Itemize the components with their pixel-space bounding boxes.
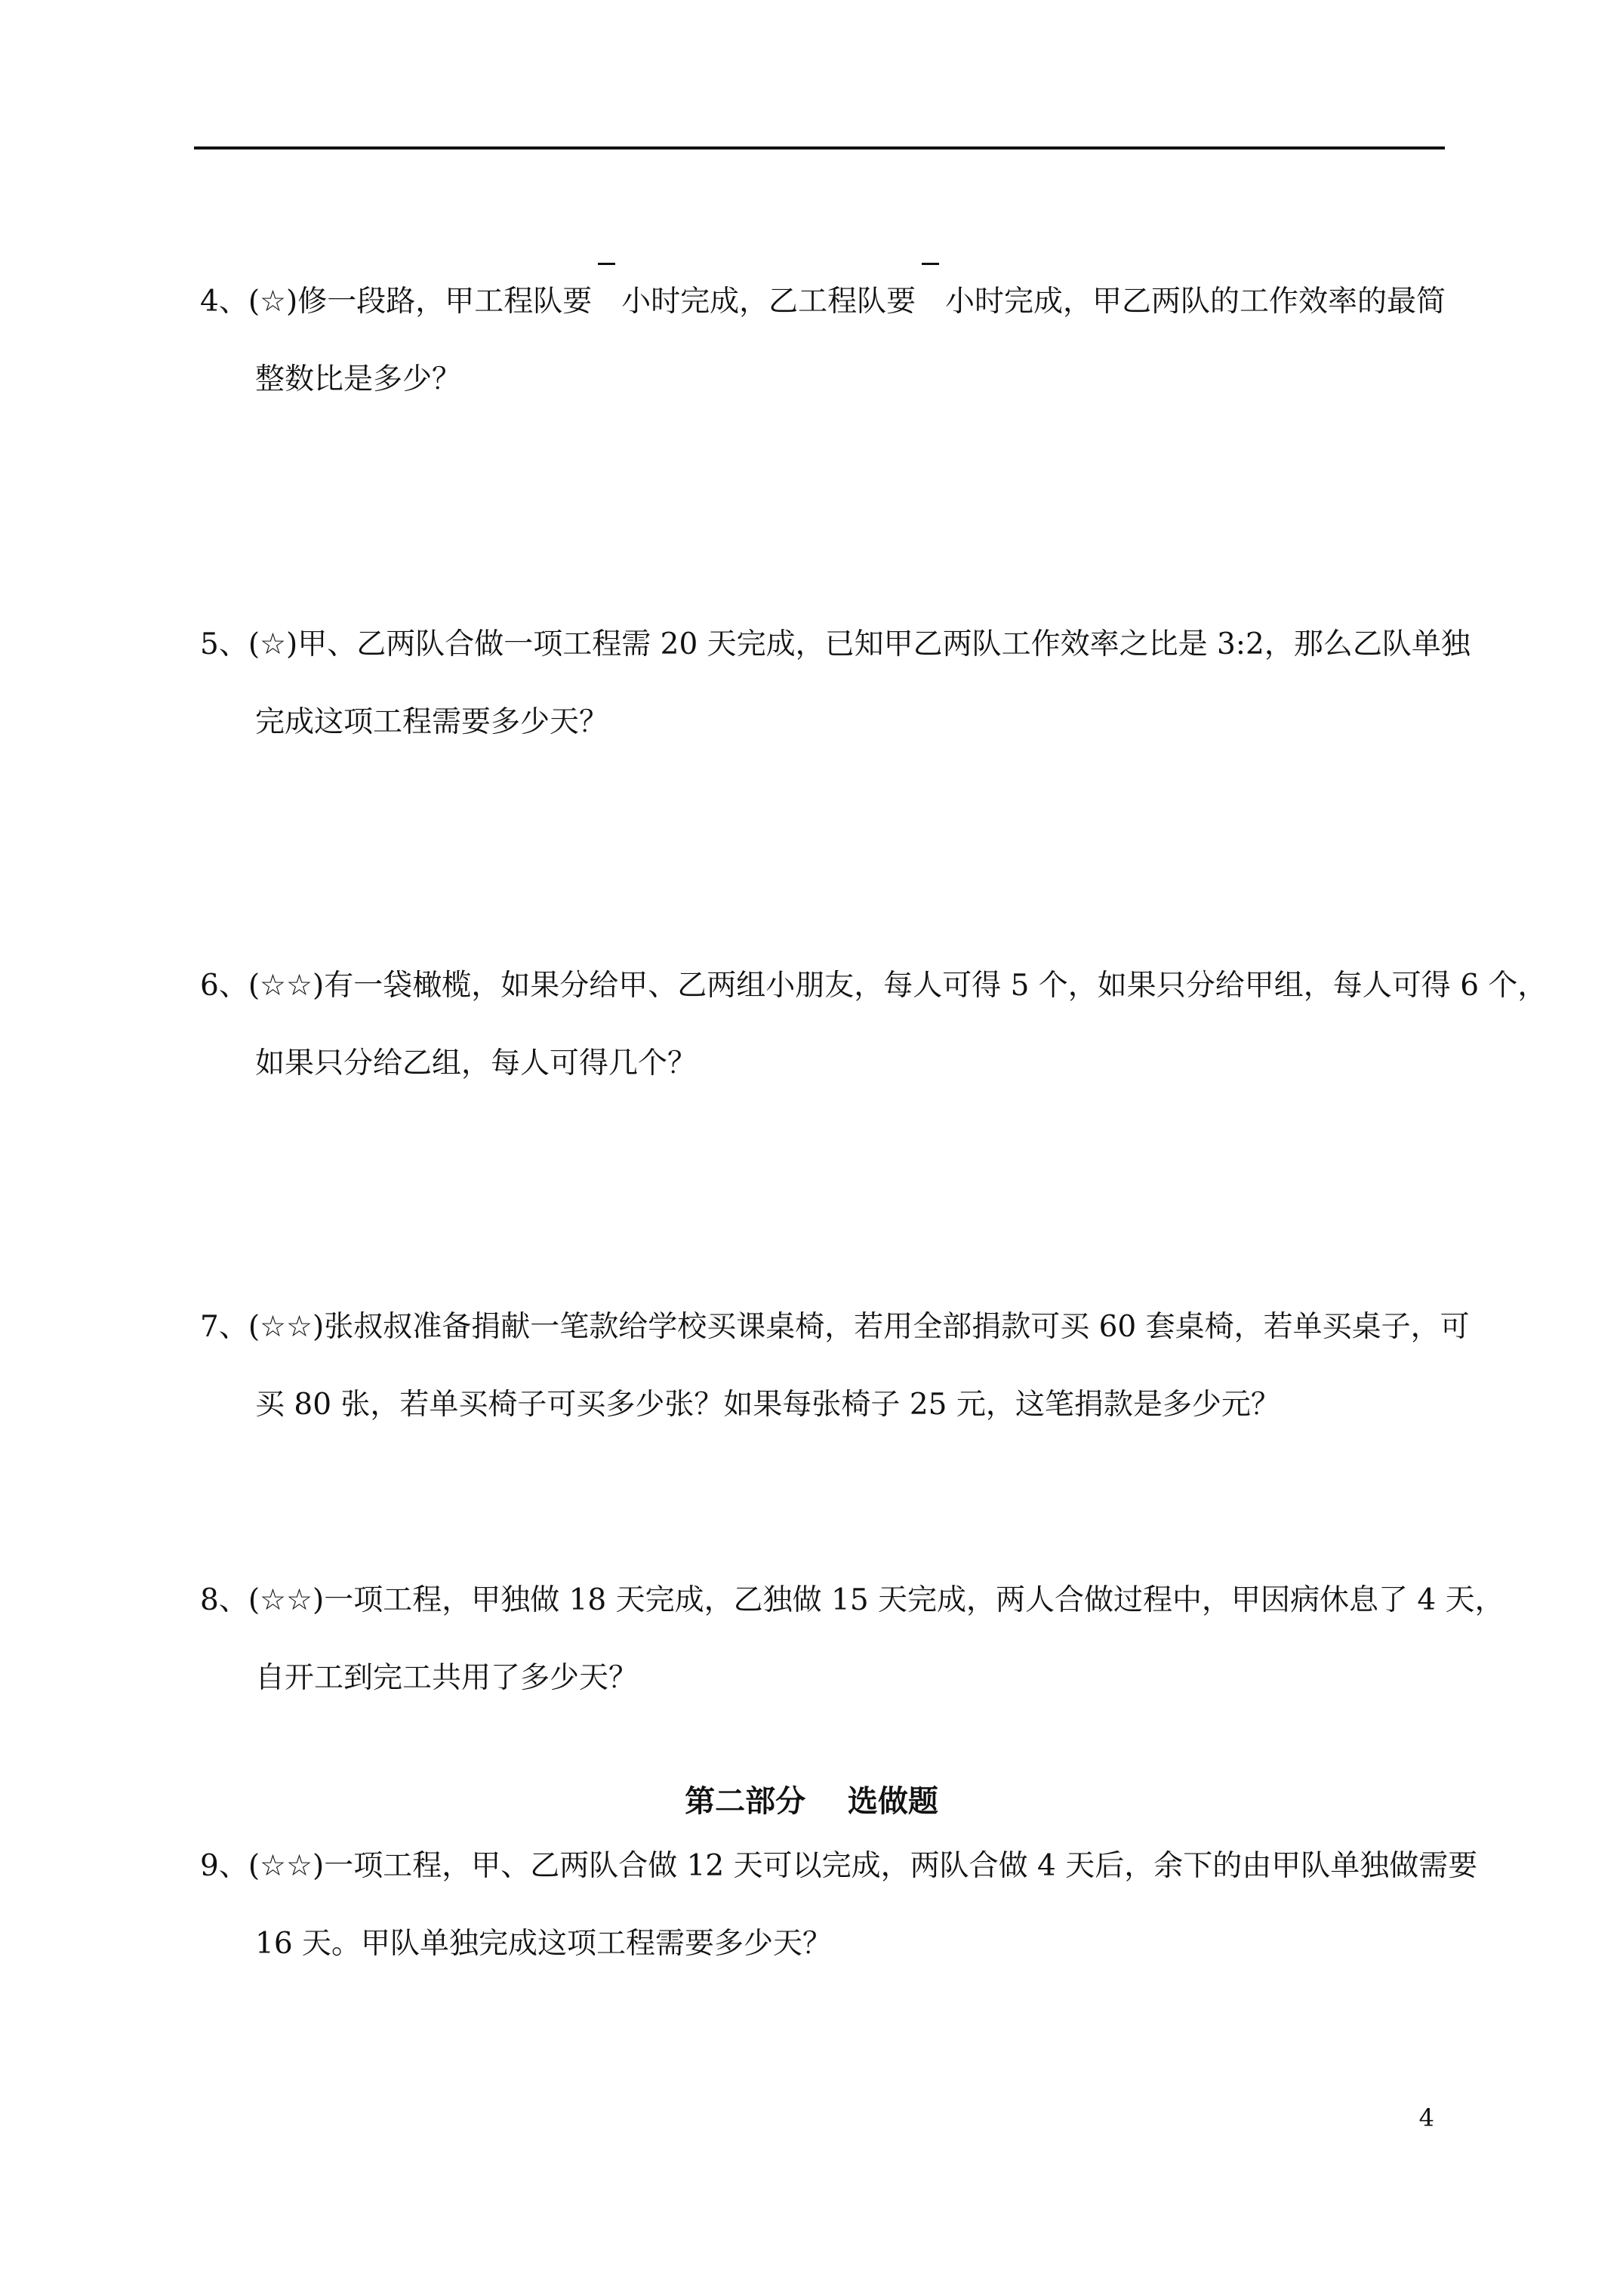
problem-text: 一项工程，甲独做 18 天完成，乙独做 15 天完成，两人合做过程中，甲因病休息了 4 天， bbox=[324, 1583, 1504, 1617]
difficulty-stars: (☆☆) bbox=[248, 1310, 325, 1344]
difficulty-stars: (☆) bbox=[248, 627, 298, 661]
problem-4 bbox=[200, 263, 1446, 418]
problem-text: 小时完成，乙工程队要 bbox=[621, 285, 916, 319]
page-number: 4 bbox=[1418, 2103, 1434, 2132]
difficulty-stars: (☆☆) bbox=[248, 969, 325, 1003]
difficulty-stars: (☆☆) bbox=[248, 1849, 325, 1883]
problem-number: 8、 bbox=[200, 1583, 248, 1617]
problem-6 bbox=[200, 947, 1548, 1102]
problem-text: 张叔叔准备捐献一笔款给学校买课桌椅，若用全部捐款可买 60 套桌椅，若单买桌子，可 bbox=[324, 1310, 1470, 1344]
problem-text: 修一段路，甲工程队要 bbox=[297, 285, 593, 319]
problem-text: 小时完成，甲乙两队的工作效率的最简 bbox=[944, 285, 1446, 319]
problem-line bbox=[200, 1561, 1504, 1639]
problem-line bbox=[200, 947, 1548, 1025]
problem-7 bbox=[200, 1288, 1470, 1444]
difficulty-stars: (☆) bbox=[248, 285, 298, 319]
problem-number: 7、 bbox=[200, 1310, 248, 1344]
problem-number: 4、 bbox=[200, 285, 248, 319]
problem-line bbox=[200, 1288, 1470, 1366]
problem-number: 5、 bbox=[200, 627, 248, 661]
section-title: 第二部分 选做题 bbox=[685, 1783, 938, 1819]
problem-text: 如果只分给乙组，每人可得几个？ bbox=[255, 1046, 698, 1080]
fraction-placeholder bbox=[922, 263, 939, 265]
problem-text: 买 80 张，若单买椅子可买多少张？如果每张椅子 25 元，这笔捐款是多少元？ bbox=[255, 1388, 1280, 1422]
problem-text: 16 天。甲队单独完成这项工程需要多少天？ bbox=[255, 1927, 833, 1961]
problem-line bbox=[200, 1827, 1478, 1905]
problem-text: 有一袋橄榄，如果分给甲、乙两组小朋友，每人可得 5 个，如果只分给甲组，每人可得 6 个， bbox=[324, 969, 1548, 1003]
problem-text: 甲、乙两队合做一项工程需 20 天完成，已知甲乙两队工作效率之比是 3:2，那么乙队单独 bbox=[297, 627, 1471, 661]
problem-text: 自开工到完工共用了多少天？ bbox=[255, 1661, 639, 1695]
problem-text: 整数比是多少？ bbox=[255, 362, 462, 396]
header-rule bbox=[194, 146, 1445, 149]
fraction-placeholder bbox=[598, 263, 615, 265]
problem-line bbox=[200, 606, 1471, 683]
problem-text: 完成这项工程需要多少天？ bbox=[255, 705, 609, 739]
problem-line bbox=[200, 263, 1446, 341]
problem-5 bbox=[200, 606, 1471, 761]
problem-number: 6、 bbox=[200, 969, 248, 1003]
problem-9 bbox=[200, 1827, 1478, 1983]
problem-number: 9、 bbox=[200, 1849, 248, 1883]
problem-8 bbox=[200, 1561, 1504, 1717]
difficulty-stars: (☆☆) bbox=[248, 1583, 325, 1617]
problem-text: 一项工程，甲、乙两队合做 12 天可以完成，两队合做 4 天后，余下的由甲队单独做需要 bbox=[324, 1849, 1478, 1883]
